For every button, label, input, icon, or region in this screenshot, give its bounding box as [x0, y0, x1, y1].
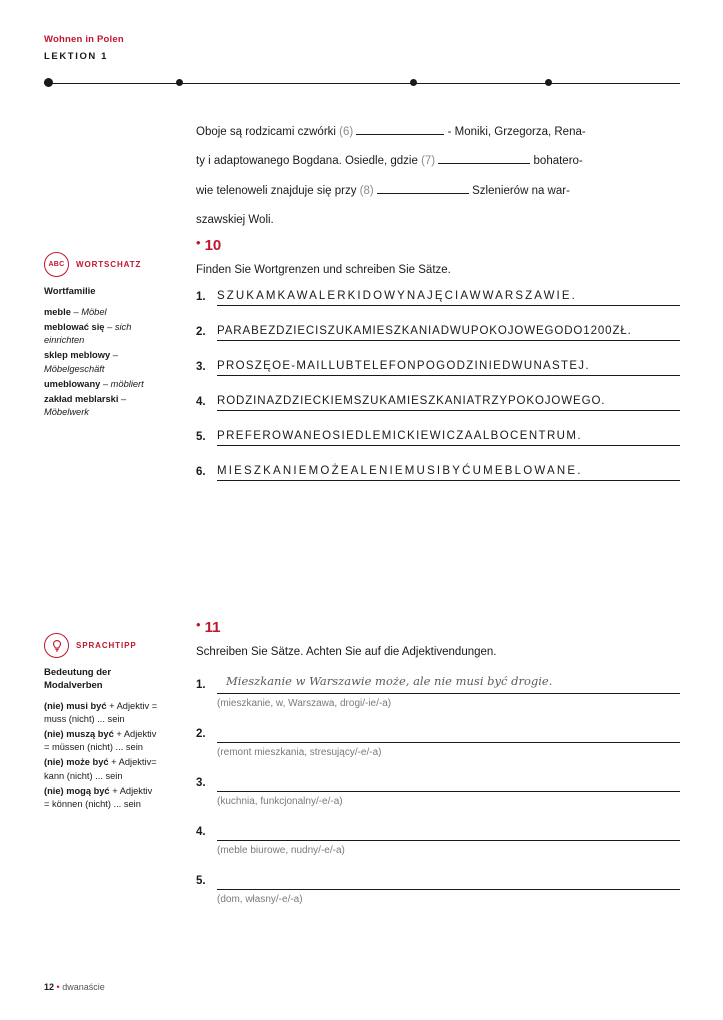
- exercise-11-instruction: Schreiben Sie Sätze. Achten Sie auf die Adjektivendungen.: [196, 646, 497, 658]
- sprachtipp-subtitle: Bedeutung der Modalverben: [44, 667, 112, 691]
- task-number: 1.: [196, 291, 206, 303]
- sentence-answer-line[interactable]: [217, 672, 680, 694]
- task-row: [196, 360, 680, 376]
- lightbulb-icon: [44, 633, 69, 658]
- list-item: [44, 349, 159, 375]
- exercise-11-number: 11: [204, 619, 221, 636]
- task-row: [196, 325, 680, 341]
- rule-dot-3: [410, 79, 417, 86]
- bullet-icon: •: [196, 235, 201, 250]
- task-text[interactable]: PROSZĘOE-MAILLUBTELEFONPOGODZINIEDWUNASTEJ.: [217, 360, 680, 376]
- sprachtipp-rest: + Adjektiv = muss (nicht) ... sein: [44, 700, 158, 724]
- sentence-number: 4.: [196, 826, 206, 838]
- sentence-number: 1.: [196, 679, 206, 691]
- wortschatz-gloss: Möbelwerk: [44, 407, 89, 418]
- wortschatz-dash: –: [73, 306, 79, 317]
- task-number: 3.: [196, 361, 206, 373]
- sentence-number: 3.: [196, 777, 206, 789]
- wortschatz-title: WORTSCHATZ: [76, 260, 142, 269]
- sentence-hint: (mieszkanie, w, Warszawa, drogi/-ie/-a): [217, 698, 392, 709]
- exercise-10-instruction: Finden Sie Wortgrenzen und schreiben Sie Sätze.: [196, 264, 451, 276]
- wortschatz-gloss: Möbel: [81, 306, 107, 317]
- sprachtipp-header: [44, 633, 159, 658]
- paragraph-line3-b: Szlenierów na war-: [472, 184, 570, 197]
- page-header: [44, 34, 124, 62]
- exercise-10-header: [196, 235, 680, 254]
- sentence-answer-line[interactable]: [217, 721, 680, 743]
- task-number: 4.: [196, 396, 206, 408]
- wortschatz-dash: –: [107, 322, 113, 332]
- sentence-hint: (remont mieszkania, stresujący/-e/-a): [217, 747, 382, 758]
- exercise-10: [196, 235, 680, 500]
- task-number: 6.: [196, 466, 206, 478]
- handwritten-answer: Mieszkanie w Warszawie może, ale nie musi być drogie.: [226, 674, 553, 688]
- sentence-row: [196, 770, 680, 792]
- sentence-row: [196, 868, 680, 890]
- list-item: [44, 728, 159, 754]
- gap-blank-8[interactable]: [377, 193, 469, 194]
- paragraph-text: [196, 118, 680, 235]
- wortschatz-gloss: Möbelgeschäft: [44, 363, 105, 374]
- sprachtipp-term: (nie) musi być: [44, 700, 107, 711]
- list-item: [44, 321, 159, 347]
- sprachtipp-term: (nie) mogą być: [44, 785, 110, 796]
- sprachtipp-term: (nie) może być: [44, 757, 109, 768]
- sidebar-sprachtipp: [44, 633, 159, 813]
- task-row: [196, 395, 680, 411]
- exercise-11: [196, 617, 680, 917]
- sentence-hint: (kuchnia, funkcjonalny/-e/-a): [217, 796, 343, 807]
- handwritten-answer: [217, 723, 226, 737]
- gap-number-7: (7): [421, 155, 436, 168]
- wortschatz-list: [44, 306, 159, 420]
- sprachtipp-term: (nie) muszą być: [44, 729, 114, 739]
- gap-number-8: (8): [359, 184, 374, 197]
- paragraph-line3-a: wie telenoweli znajduje się przy: [196, 184, 357, 197]
- wortschatz-term: meblować się: [44, 322, 105, 332]
- lesson-label: LEKTION 1: [44, 51, 109, 62]
- page-number: 12: [44, 982, 55, 992]
- sentence-row: [196, 819, 680, 841]
- rule-dot-1: [44, 78, 53, 87]
- list-item: [44, 378, 159, 391]
- list-item: [44, 393, 159, 419]
- list-item: [44, 306, 159, 319]
- sentence-hint: (dom, własny/-e/-a): [217, 894, 303, 905]
- task-row: [196, 465, 680, 481]
- wortschatz-term: sklep meblowy: [44, 350, 111, 361]
- sidebar-wortschatz: [44, 252, 159, 421]
- wortschatz-dash: –: [112, 350, 118, 361]
- exercise-11-header: [196, 617, 680, 636]
- sentence-answer-line[interactable]: [217, 770, 680, 792]
- gap-blank-6[interactable]: [356, 134, 444, 135]
- sprachtipp-title: SPRACHTIPP: [76, 641, 137, 650]
- list-item: [44, 700, 159, 726]
- footer-separator: •: [56, 982, 60, 992]
- task-text[interactable]: SZUKAMKAWALERKIDOWYNAJĘCIAWWARSZAWIE.: [217, 290, 680, 306]
- header-rule: [44, 83, 680, 84]
- task-text[interactable]: PREFEROWANEOSIEDLEMICKIEWICZAALBOCENTRUM.: [217, 430, 680, 446]
- sentence-row: [196, 721, 680, 743]
- chapter-title: Wohnen in Polen: [44, 34, 124, 45]
- sentence-hint: (meble biurowe, nudny/-e/-a): [217, 845, 345, 856]
- paragraph-line2-a: ty i adaptowanego Bogdana. Osiedle, gdzie: [196, 155, 418, 168]
- handwritten-answer: [217, 870, 226, 884]
- sprachtipp-rest: + Adjektiv = können (nicht) ... sein: [44, 785, 153, 809]
- page-number-word: dwanaście: [62, 982, 105, 992]
- task-text[interactable]: PARABEZDZIECISZUKAMIESZKANIADWUPOKOJOWEGODO1200ZŁ.: [217, 325, 680, 341]
- paragraph-line4: szawskiej Woli.: [196, 213, 274, 226]
- paragraph-line2-b: bohatero-: [533, 155, 583, 168]
- sentence-answer-line[interactable]: [217, 868, 680, 890]
- page-footer: [44, 982, 105, 992]
- handwritten-answer: [217, 821, 226, 835]
- continuation-paragraph: [196, 118, 680, 235]
- wortschatz-term: meble: [44, 306, 71, 317]
- wortschatz-subtitle: Wortfamilie: [44, 286, 96, 297]
- sprachtipp-rest: + Adjektiv = müssen (nicht) ... sein: [44, 729, 157, 753]
- sprachtipp-list: [44, 700, 159, 812]
- rule-dot-2: [176, 79, 183, 86]
- paragraph-line1-b: - Moniki, Grzegorza, Rena-: [447, 126, 586, 138]
- wortschatz-dash: –: [121, 393, 127, 404]
- gap-number-6: (6): [339, 126, 354, 138]
- task-row: [196, 290, 680, 306]
- wortschatz-term: zakład meblarski: [44, 393, 119, 404]
- sentence-number: 2.: [196, 728, 206, 740]
- wortschatz-gloss: möbliert: [110, 378, 144, 389]
- wortschatz-gloss: sich einrichten: [44, 322, 132, 346]
- exercise-10-number: 10: [204, 237, 222, 254]
- bullet-icon: •: [196, 617, 201, 632]
- rule-dot-4: [545, 79, 552, 86]
- handwritten-answer: [217, 772, 226, 786]
- wortschatz-term: umeblowany: [44, 378, 101, 389]
- sentence-number: 5.: [196, 875, 206, 887]
- task-number: 5.: [196, 431, 206, 443]
- sentence-row: [196, 672, 680, 694]
- list-item: [44, 785, 159, 811]
- task-row: [196, 430, 680, 446]
- sprachtipp-rest: + Adjektiv= kann (nicht) ... sein: [44, 757, 157, 781]
- wortschatz-header: [44, 252, 159, 277]
- list-item: [44, 756, 159, 782]
- task-text[interactable]: MIESZKANIEMOŻEALENIEMUSIBYĆUMEBLOWANE.: [217, 465, 680, 481]
- paragraph-line1-a: Oboje są rodzicami czwórki: [196, 126, 336, 138]
- sentence-answer-line[interactable]: [217, 819, 680, 841]
- task-text[interactable]: RODZINAZDZIECKIEMSZUKAMIESZKANIATRZYPOKOJOWEGO.: [217, 395, 680, 411]
- task-number: 2.: [196, 326, 206, 338]
- gap-blank-7[interactable]: [438, 163, 530, 164]
- abc-icon: ABC: [44, 252, 69, 277]
- wortschatz-dash: –: [102, 378, 109, 389]
